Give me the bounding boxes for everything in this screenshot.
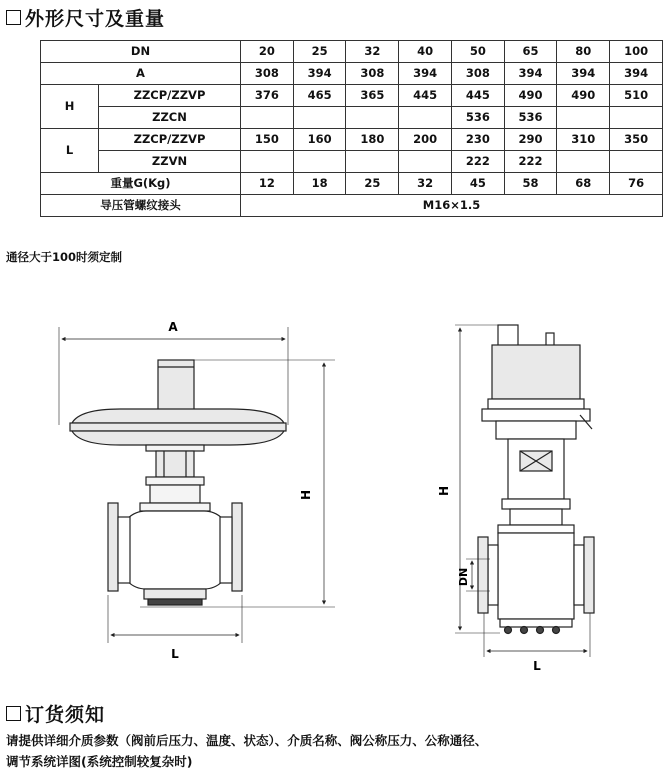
- dimension-label-h: H: [299, 489, 313, 501]
- table-header-cell: 32: [346, 41, 399, 63]
- table-cell: 150: [241, 129, 294, 151]
- table-cell: 365: [346, 85, 399, 107]
- table-row: [41, 195, 663, 217]
- table-header-cell: 50: [451, 41, 504, 63]
- table-cell: M16×1.5: [241, 195, 663, 217]
- table-cell: 510: [610, 85, 663, 107]
- dimension-label-h-side: H: [437, 485, 451, 497]
- table-cell: [346, 151, 399, 173]
- table-row: [41, 85, 663, 107]
- group-label: L: [41, 129, 99, 173]
- table-cell: 68: [557, 173, 610, 195]
- row-label: ZZVN: [99, 151, 241, 173]
- table-header-cell: 25: [293, 41, 346, 63]
- section-title-text: 订货须知: [25, 704, 106, 726]
- row-label: 导压管螺纹接头: [41, 195, 241, 217]
- dimension-label-a: A: [168, 320, 178, 334]
- table-cell: 490: [504, 85, 557, 107]
- table-cell: 76: [610, 173, 663, 195]
- table-cell: 445: [399, 85, 452, 107]
- table-cell: 58: [504, 173, 557, 195]
- table-cell: 25: [346, 173, 399, 195]
- table-cell: 465: [293, 85, 346, 107]
- section-title-dimensions: [6, 4, 165, 31]
- order-line: 请提供详细介质参数（阀前后压力、温度、状态）、介质名称、阀公称压力、公称通径、: [6, 733, 488, 748]
- table-cell: [399, 107, 452, 129]
- table-cell: [610, 151, 663, 173]
- valve-drawing: [0, 305, 670, 675]
- table-cell: [610, 107, 663, 129]
- custom-size-note: 通径大于100时须定制: [6, 250, 123, 264]
- table-cell: [241, 107, 294, 129]
- table-cell: [346, 107, 399, 129]
- table-header-cell: DN: [41, 41, 241, 63]
- table-cell: 394: [399, 63, 452, 85]
- table-cell: 394: [293, 63, 346, 85]
- table-header-cell: 40: [399, 41, 452, 63]
- table-cell: 536: [451, 107, 504, 129]
- table-cell: 45: [451, 173, 504, 195]
- table-row: [41, 41, 663, 63]
- table-cell: 394: [504, 63, 557, 85]
- table-cell: [557, 151, 610, 173]
- table-row: [41, 173, 663, 195]
- table-cell: [399, 151, 452, 173]
- dimension-label-l-side: L: [533, 659, 541, 673]
- table-cell: 230: [451, 129, 504, 151]
- table-cell: [293, 151, 346, 173]
- group-label: H: [41, 85, 99, 129]
- table-row: [41, 129, 663, 151]
- table-cell: 12: [241, 173, 294, 195]
- table-cell: 308: [241, 63, 294, 85]
- row-label: ZZCP/ZZVP: [99, 129, 241, 151]
- order-line: 调节系统详图(系统控制较复杂时): [6, 754, 193, 769]
- table-cell: [557, 107, 610, 129]
- table-cell: 18: [293, 173, 346, 195]
- row-label: A: [41, 63, 241, 85]
- table-row: [41, 107, 663, 129]
- table-cell: 394: [557, 63, 610, 85]
- table-cell: 308: [346, 63, 399, 85]
- table-cell: 180: [346, 129, 399, 151]
- table-cell: 32: [399, 173, 452, 195]
- front-view: [59, 327, 335, 643]
- table-row: [41, 151, 663, 173]
- order-instructions: [6, 730, 666, 772]
- section-title-order: [6, 700, 105, 727]
- table-cell: 350: [610, 129, 663, 151]
- table-cell: [241, 151, 294, 173]
- checkbox-square-icon: [6, 10, 21, 25]
- table-cell: 222: [504, 151, 557, 173]
- table-row: [41, 63, 663, 85]
- table-cell: 310: [557, 129, 610, 151]
- table-cell: 445: [451, 85, 504, 107]
- table-header-cell: 20: [241, 41, 294, 63]
- table-cell: 200: [399, 129, 452, 151]
- table-header-cell: 65: [504, 41, 557, 63]
- table-cell: 290: [504, 129, 557, 151]
- table-cell: 394: [610, 63, 663, 85]
- dimension-table: [40, 40, 663, 217]
- row-label: ZZCP/ZZVP: [99, 85, 241, 107]
- table-cell: 490: [557, 85, 610, 107]
- side-view: [455, 325, 594, 657]
- table-cell: 160: [293, 129, 346, 151]
- row-label: ZZCN: [99, 107, 241, 129]
- row-label: 重量G(Kg): [41, 173, 241, 195]
- table-cell: [293, 107, 346, 129]
- dimension-label-l: L: [171, 647, 179, 661]
- checkbox-square-icon: [6, 706, 21, 721]
- table-cell: 376: [241, 85, 294, 107]
- table-cell: 222: [451, 151, 504, 173]
- table-cell: 536: [504, 107, 557, 129]
- dimension-label-dn: DN: [457, 567, 470, 587]
- table-header-cell: 80: [557, 41, 610, 63]
- section-title-text: 外形尺寸及重量: [25, 8, 166, 30]
- table-header-cell: 100: [610, 41, 663, 63]
- table-cell: 308: [451, 63, 504, 85]
